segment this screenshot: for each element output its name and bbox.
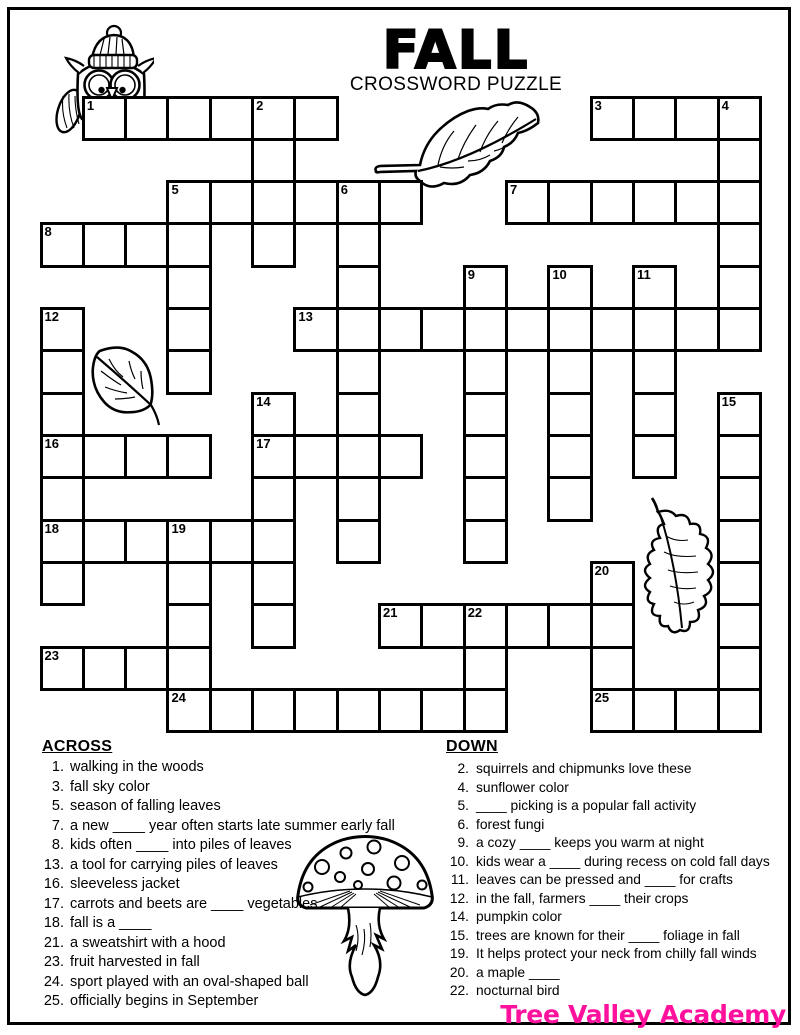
cell-number: 17 <box>256 436 271 452</box>
cell-number: 21 <box>383 605 398 621</box>
cell-number: 22 <box>467 605 483 621</box>
grid-cell[interactable] <box>632 265 677 310</box>
cell-number: 23 <box>44 647 59 663</box>
grid-cell[interactable] <box>590 646 635 691</box>
cell-number: 9 <box>467 266 475 282</box>
grid-cell[interactable] <box>251 603 296 648</box>
cell-number: 24 <box>171 689 186 705</box>
grid-cell[interactable] <box>82 96 127 141</box>
grid-cell[interactable] <box>166 265 211 310</box>
clue-number: 24. <box>43 973 64 990</box>
birch-leaf-icon <box>85 345 167 431</box>
page-title: FALL <box>382 20 530 81</box>
cell-number: 14 <box>256 393 271 409</box>
clue-text: nocturnal bird <box>476 983 560 998</box>
clue-number: 25. <box>43 993 64 1009</box>
across-clue <box>42 915 395 935</box>
clue-number: 12. <box>449 890 469 906</box>
grid-cell[interactable] <box>420 307 465 352</box>
across-clue <box>42 779 395 799</box>
clue-text: a new ____ year often starts late summer early fall <box>70 817 395 834</box>
grid-cell[interactable] <box>378 688 423 733</box>
grid-cell[interactable] <box>717 688 762 733</box>
grid-cell[interactable] <box>463 603 508 648</box>
grid-cell[interactable] <box>463 349 508 394</box>
grid-cell[interactable] <box>463 646 508 691</box>
grid-cell[interactable] <box>420 603 465 648</box>
grid-cell[interactable] <box>717 434 762 479</box>
cell-number: 25 <box>594 689 610 705</box>
clue-number: 6. <box>457 816 469 832</box>
clue-text: leaves can be pressed and ____ for crafts <box>476 872 733 887</box>
grid-cell[interactable] <box>717 519 762 564</box>
cell-number: 13 <box>298 309 313 325</box>
grid-cell[interactable] <box>717 561 762 606</box>
grid-cell[interactable] <box>336 392 381 437</box>
clue-number: 14. <box>449 909 469 924</box>
down-clue <box>446 909 770 928</box>
across-clue <box>42 935 395 955</box>
grid-cell[interactable] <box>40 349 85 394</box>
grid-cell[interactable] <box>293 180 338 225</box>
grid-cell[interactable] <box>632 434 677 479</box>
clue-number: 20. <box>449 964 469 980</box>
clue-text: officially begins in September <box>70 993 259 1009</box>
down-clue <box>446 983 770 1002</box>
grid-cell[interactable] <box>632 96 677 141</box>
grid-cell[interactable] <box>166 688 211 733</box>
grid-cell[interactable] <box>209 519 254 564</box>
clue-text: fall sky color <box>70 778 150 795</box>
clue-text: season of falling leaves <box>70 798 221 814</box>
grid-cell[interactable] <box>251 180 296 225</box>
clue-number: 5. <box>457 798 469 813</box>
grid-cell[interactable] <box>632 180 677 225</box>
grid-cell[interactable] <box>336 349 381 394</box>
clue-text: a cozy ____ keeps you warm at night <box>476 835 704 850</box>
clue-number: 8. <box>51 837 64 853</box>
clue-number: 9. <box>457 835 469 850</box>
grid-cell[interactable] <box>40 307 85 352</box>
grid-cell[interactable] <box>420 688 465 733</box>
cell-number: 18 <box>44 520 59 536</box>
grid-cell[interactable] <box>166 603 211 648</box>
across-clue <box>42 974 395 994</box>
grid-cell[interactable] <box>251 688 296 733</box>
clue-text: kids often ____ into piles of leaves <box>70 837 292 853</box>
cell-number: 12 <box>44 309 59 325</box>
grid-cell[interactable] <box>590 180 635 225</box>
down-clue <box>446 798 770 817</box>
down-clue <box>446 946 770 965</box>
grid-cell[interactable] <box>166 561 211 606</box>
cell-number: 15 <box>721 393 737 409</box>
grid-cell[interactable] <box>293 307 338 352</box>
across-section <box>42 738 442 1009</box>
clue-text: a tool for carrying piles of leaves <box>70 856 278 873</box>
grid-cell[interactable] <box>463 434 508 479</box>
grid-cell[interactable] <box>166 96 211 141</box>
grid-cell[interactable] <box>547 392 592 437</box>
clue-text: pumpkin color <box>476 909 562 924</box>
clue-number: 5. <box>51 798 64 814</box>
across-clue <box>42 857 395 877</box>
grid-cell[interactable] <box>251 434 296 479</box>
grid-cell[interactable] <box>590 561 635 606</box>
clue-text: sport played with an oval-shaped ball <box>70 973 309 990</box>
grid-cell[interactable] <box>166 519 211 564</box>
grid-cell[interactable] <box>336 265 381 310</box>
cell-number: 3 <box>594 97 602 113</box>
grid-cell[interactable] <box>463 688 508 733</box>
clue-text: fruit harvested in fall <box>70 954 200 970</box>
cell-number: 6 <box>340 182 348 198</box>
grid-cell[interactable] <box>632 307 677 352</box>
grid-cell[interactable] <box>251 138 296 183</box>
cell-number: 4 <box>721 97 729 113</box>
clue-number: 15. <box>449 927 469 943</box>
across-clue <box>42 759 395 779</box>
clue-text: carrots and beets are ____ vegetables <box>70 895 318 912</box>
clue-number: 16. <box>43 876 64 892</box>
grid-cell[interactable] <box>463 392 508 437</box>
clue-number: 18. <box>43 915 64 931</box>
cell-number: 19 <box>171 520 186 536</box>
grid-cell[interactable] <box>251 476 296 521</box>
oak-leaf-icon <box>636 494 718 640</box>
grid-cell[interactable] <box>209 96 254 141</box>
clue-number: 10. <box>449 853 469 869</box>
across-clue <box>42 896 395 916</box>
across-header: ACROSS <box>42 738 113 755</box>
grid-cell[interactable] <box>166 222 211 267</box>
grid-cell[interactable] <box>336 180 381 225</box>
grid-cell[interactable] <box>590 688 635 733</box>
grid-cell[interactable] <box>124 519 169 564</box>
clue-text: a maple ____ <box>476 964 560 980</box>
clue-text: ____ picking is a popular fall activity <box>476 798 697 813</box>
grid-cell[interactable] <box>82 646 127 691</box>
grid-cell[interactable] <box>463 265 508 310</box>
down-clue <box>446 872 770 891</box>
clue-text: walking in the woods <box>70 759 204 775</box>
grid-cell[interactable] <box>717 265 762 310</box>
grid-cell[interactable] <box>166 349 211 394</box>
grid-cell[interactable] <box>336 519 381 564</box>
grid-cell[interactable] <box>82 519 127 564</box>
down-clue <box>446 817 770 836</box>
clue-number: 3. <box>51 778 64 795</box>
clue-text: sunflower color <box>476 779 569 795</box>
clue-text: in the fall, farmers ____ their crops <box>476 890 689 906</box>
across-clue <box>42 818 395 838</box>
grid-cell[interactable] <box>463 476 508 521</box>
grid-cell[interactable] <box>674 688 719 733</box>
grid-cell[interactable] <box>124 646 169 691</box>
grid-cell[interactable] <box>251 222 296 267</box>
across-list <box>42 759 395 1013</box>
clue-number: 4. <box>457 779 469 795</box>
grid-cell[interactable] <box>505 603 550 648</box>
clue-number: 22. <box>449 983 469 998</box>
clue-number: 23. <box>43 954 64 970</box>
grid-cell[interactable] <box>632 688 677 733</box>
cell-number: 20 <box>594 563 610 579</box>
across-clue <box>42 837 395 857</box>
down-header: DOWN <box>446 738 498 755</box>
grid-cell[interactable] <box>40 434 85 479</box>
clue-number: 11. <box>450 872 469 887</box>
grid-cell[interactable] <box>547 307 592 352</box>
down-clue <box>446 854 770 873</box>
grid-cell[interactable] <box>40 392 85 437</box>
grid-cell[interactable] <box>674 96 719 141</box>
cell-number: 8 <box>44 224 52 240</box>
clue-number: 1. <box>51 759 64 775</box>
grid-cell[interactable] <box>547 349 592 394</box>
grid-cell[interactable] <box>674 307 719 352</box>
grid-cell[interactable] <box>717 96 762 141</box>
grid-cell[interactable] <box>547 603 592 648</box>
grid-cell[interactable] <box>717 180 762 225</box>
cell-number: 11 <box>636 266 651 282</box>
grid-cell[interactable] <box>336 222 381 267</box>
grid-cell[interactable] <box>251 392 296 437</box>
grid-cell[interactable] <box>40 519 85 564</box>
grid-cell[interactable] <box>40 646 85 691</box>
cell-number: 1 <box>86 97 95 113</box>
grid-cell[interactable] <box>166 434 211 479</box>
grid-cell[interactable] <box>632 349 677 394</box>
cell-number: 10 <box>552 266 567 282</box>
grid-cell[interactable] <box>632 392 677 437</box>
clue-number: 21. <box>43 934 64 951</box>
grid-cell[interactable] <box>336 307 381 352</box>
grid-cell[interactable] <box>547 434 592 479</box>
clue-text: squirrels and chipmunks love these <box>476 761 692 776</box>
grid-cell[interactable] <box>251 96 296 141</box>
grid-cell[interactable] <box>40 222 85 267</box>
grid-cell[interactable] <box>547 476 592 521</box>
grid-cell[interactable] <box>547 180 592 225</box>
clue-number: 17. <box>43 895 64 912</box>
grid-cell[interactable] <box>463 519 508 564</box>
grid-cell[interactable] <box>590 307 635 352</box>
grid-cell[interactable] <box>82 222 127 267</box>
grid-cell[interactable] <box>336 476 381 521</box>
grid-cell[interactable] <box>293 688 338 733</box>
clue-text: sleeveless jacket <box>70 876 180 892</box>
clue-number: 19. <box>449 946 469 961</box>
grid-cell[interactable] <box>166 646 211 691</box>
grid-cell[interactable] <box>717 603 762 648</box>
grid-cell[interactable] <box>124 222 169 267</box>
grid-cell[interactable] <box>336 688 381 733</box>
down-section <box>446 738 791 998</box>
grid-cell[interactable] <box>209 180 254 225</box>
grid-cell[interactable] <box>293 434 338 479</box>
clue-number: 7. <box>51 817 64 834</box>
grid-cell[interactable] <box>717 138 762 183</box>
branding-logo-text: Tree Valley Academy <box>500 1000 786 1029</box>
grid-cell[interactable] <box>166 307 211 352</box>
grid-cell[interactable] <box>505 307 550 352</box>
grid-cell[interactable] <box>378 434 423 479</box>
down-list <box>446 761 770 1002</box>
grid-cell[interactable] <box>378 180 423 225</box>
grid-cell[interactable] <box>251 561 296 606</box>
down-clue <box>446 891 770 910</box>
clue-text: trees are known for their ____ foliage in fall <box>476 927 740 943</box>
clue-text: a sweatshirt with a hood <box>70 934 226 951</box>
grid-cell[interactable] <box>378 307 423 352</box>
down-clue <box>446 928 770 947</box>
clue-number: 2. <box>457 761 469 776</box>
grid-cell[interactable] <box>547 265 592 310</box>
down-clue <box>446 761 770 780</box>
grid-cell[interactable] <box>293 96 338 141</box>
down-clue <box>446 965 770 984</box>
grid-cell[interactable] <box>505 180 550 225</box>
clue-text: It helps protect your neck from chilly fall winds <box>476 946 757 961</box>
down-clue <box>446 780 770 799</box>
clue-number: 13. <box>43 856 64 873</box>
grid-cell[interactable] <box>336 434 381 479</box>
cell-number: 5 <box>171 182 179 198</box>
grid-cell[interactable] <box>590 603 635 648</box>
across-clue <box>42 954 395 974</box>
page-subtitle: CROSSWORD PUZZLE <box>349 74 563 95</box>
clue-text: forest fungi <box>476 816 545 832</box>
across-clue <box>42 876 395 896</box>
cell-number: 7 <box>510 182 518 198</box>
grid-cell[interactable] <box>40 561 85 606</box>
grid-cell[interactable] <box>82 434 127 479</box>
clue-text: kids wear a ____ during recess on cold fall days <box>476 853 770 869</box>
clue-text: fall is a ____ <box>70 915 152 931</box>
grid-cell[interactable] <box>717 392 762 437</box>
grid-cell[interactable] <box>166 180 211 225</box>
grid-cell[interactable] <box>124 96 169 141</box>
grid-cell[interactable] <box>674 180 719 225</box>
grid-cell[interactable] <box>209 688 254 733</box>
down-clue <box>446 835 770 854</box>
cell-number: 16 <box>44 436 59 452</box>
grid-cell[interactable] <box>463 307 508 352</box>
grid-cell[interactable] <box>717 646 762 691</box>
cell-number: 2 <box>256 97 264 113</box>
grid-cell[interactable] <box>40 476 85 521</box>
grid-cell[interactable] <box>717 476 762 521</box>
grid-cell[interactable] <box>590 96 635 141</box>
grid-cell[interactable] <box>251 519 296 564</box>
across-clue <box>42 798 395 818</box>
across-clue <box>42 993 395 1013</box>
grid-cell[interactable] <box>124 434 169 479</box>
grid-cell[interactable] <box>717 307 762 352</box>
grid-cell[interactable] <box>378 603 423 648</box>
grid-cell[interactable] <box>717 222 762 267</box>
